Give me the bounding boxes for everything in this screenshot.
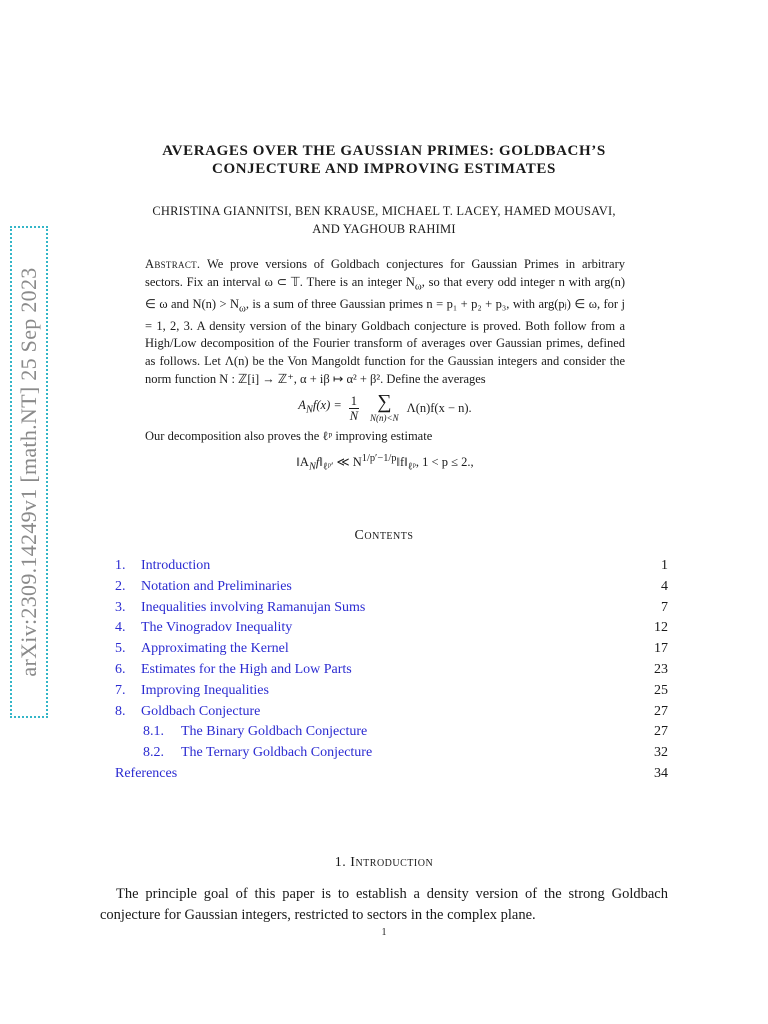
toc-entry-label: The Vinogradov Inequality <box>141 620 293 636</box>
paper-title <box>100 142 668 178</box>
toc-entry-page: 23 <box>654 661 668 677</box>
toc-entry-label: Approximating the Kernel <box>141 641 289 657</box>
title-line-1: AVERAGES OVER THE GAUSSIAN PRIMES: GOLDBACH’S <box>162 143 606 159</box>
toc-entry-goldbach[interactable] <box>115 702 668 723</box>
toc-entry-page: 25 <box>654 682 668 698</box>
abstract-text-b: , so that every odd integer n with arg(n) ∈ ω and N(n) > N <box>145 274 625 311</box>
toc-entry-vinogradov[interactable] <box>115 618 668 639</box>
toc-entry-number: 4. <box>115 620 126 636</box>
improving-estimate-equation <box>145 450 625 477</box>
improving-ll: ≪ N <box>333 454 362 469</box>
toc-entry-binary-goldbach[interactable] <box>115 722 668 743</box>
toc-entry-number: 7. <box>115 682 126 698</box>
summation <box>370 392 399 424</box>
section-heading-introduction <box>100 855 668 871</box>
toc-entry-high-low-estimates[interactable] <box>115 660 668 681</box>
section-number: 1. <box>334 855 347 870</box>
improving-exponent: 1/p′−1/p <box>361 452 397 464</box>
arxiv-identifier-stamp[interactable] <box>10 226 48 718</box>
summation-range: N(n)<N <box>370 413 399 424</box>
page-number: 1 <box>381 927 387 938</box>
toc-entry-page: 27 <box>654 703 668 719</box>
toc-entry-page: 27 <box>654 724 668 740</box>
toc-entry-number: 5. <box>115 641 126 657</box>
improving-norm-subscript: ℓᵖ′ <box>322 461 334 473</box>
summation-symbol: ∑ <box>377 391 392 414</box>
author-list <box>100 202 668 238</box>
toc-entry-number: 8.2. <box>143 745 164 761</box>
toc-entry-notation[interactable] <box>115 577 668 598</box>
equation-rhs: Λ(n)f(x − n). <box>406 401 472 416</box>
table-of-contents <box>115 556 668 785</box>
equation-lhs-subscript: N <box>305 404 313 416</box>
toc-entry-label: Inequalities involving Ramanujan Sums <box>141 599 366 615</box>
toc-entry-introduction[interactable] <box>115 556 668 577</box>
toc-entry-page: 12 <box>654 620 668 636</box>
toc-entry-approximating-kernel[interactable] <box>115 639 668 660</box>
section-title: Introduction <box>350 855 434 870</box>
toc-entry-number: 8.1. <box>143 724 164 740</box>
toc-entry-label: Introduction <box>141 558 211 573</box>
abstract-text-a: We prove versions of Goldbach conjectures for Gaussian Primes in arbitrary sectors. Fix an interval ω ⊂ 𝕋. There is an integer N <box>145 257 625 289</box>
toc-entry-label: Goldbach Conjecture <box>141 703 261 719</box>
equation-lhs-operator: A <box>298 398 306 413</box>
toc-entry-references[interactable] <box>115 764 668 785</box>
fraction-numerator: 1 <box>350 393 358 408</box>
omega-subscript-1: ω <box>414 281 422 293</box>
improving-intro: Our decomposition also proves the ℓᵖ improving estimate <box>145 429 433 444</box>
improving-operator-subscript: N <box>308 461 316 473</box>
abstract-paragraph <box>145 256 625 388</box>
averages-equation <box>145 392 625 424</box>
toc-entry-number: 2. <box>115 578 126 594</box>
toc-entry-number: 8. <box>115 703 126 719</box>
equation-fraction <box>349 394 359 423</box>
toc-entry-page: 34 <box>654 765 668 781</box>
toc-entry-page: 1 <box>661 558 668 573</box>
toc-entry-number: 1. <box>115 558 126 573</box>
toc-entry-label: The Binary Goldbach Conjecture <box>181 724 368 740</box>
toc-entry-page: 17 <box>654 641 668 657</box>
toc-entry-improving-inequalities[interactable] <box>115 681 668 702</box>
improving-norm-open: ‖A <box>296 454 309 469</box>
authors-line-2: AND YAGHOUB RAHIMI <box>312 222 456 236</box>
toc-entry-number: 6. <box>115 661 126 677</box>
toc-entry-ternary-goldbach[interactable] <box>115 743 668 764</box>
fraction-denominator: N <box>349 408 359 423</box>
improving-f: f‖ <box>315 454 323 469</box>
toc-entry-label: Estimates for the High and Low Parts <box>141 661 352 677</box>
toc-entry-page: 7 <box>661 599 668 615</box>
abstract <box>145 256 625 480</box>
abstract-label: Abstract. <box>145 257 201 271</box>
body-paragraph: The principle goal of this paper is to establish a density version of the strong Goldbach conjecture for Gaussian integers, restricted to sectors in the complex plane. <box>100 886 668 923</box>
improving-tail: ‖f‖ <box>396 454 408 469</box>
toc-entry-page: 32 <box>654 745 668 761</box>
abstract-text-c: , is a sum of three Gaussian primes n = p₁ + p₂ + p₃, with arg(pⱼ) ∈ ω, for j = 1, 2, 3. A density version of the binary Goldbach conjecture is proved. Both follow from a High/Low decomposition of the Fourier transform of averages over Gaussian primes, defined as follows. Let Λ(n) be the Von Mangoldt function for the Gaussian integers and consider the norm function N : ℤ[i] → ℤ⁺, α + iβ ↦ α² + β². Define the averages <box>145 296 625 386</box>
toc-entry-number: 3. <box>115 599 126 615</box>
authors-line-1: CHRISTINA GIANNITSI, BEN KRAUSE, MICHAEL T. LACEY, HAMED MOUSAVI, <box>152 204 616 218</box>
arxiv-identifier-text: arXiv:2309.14249v1 [math.NT] 25 Sep 2023 <box>16 267 41 677</box>
contents-heading: Contents <box>354 528 414 543</box>
title-line-2: CONJECTURE AND IMPROVING ESTIMATES <box>212 161 556 177</box>
toc-entry-ramanujan[interactable] <box>115 598 668 619</box>
toc-entry-label: References <box>115 765 178 781</box>
toc-entry-label: Notation and Preliminaries <box>141 578 292 594</box>
toc-entry-label: The Ternary Goldbach Conjecture <box>181 745 373 761</box>
equation-lhs-rest: f(x) = <box>312 398 342 413</box>
toc-entry-label: Improving Inequalities <box>141 682 269 698</box>
omega-subscript-2: ω <box>239 303 246 315</box>
improving-range: , 1 < p ≤ 2., <box>415 454 474 469</box>
toc-entry-page: 4 <box>661 578 668 594</box>
improving-tail-subscript: ℓᵖ <box>407 461 416 473</box>
